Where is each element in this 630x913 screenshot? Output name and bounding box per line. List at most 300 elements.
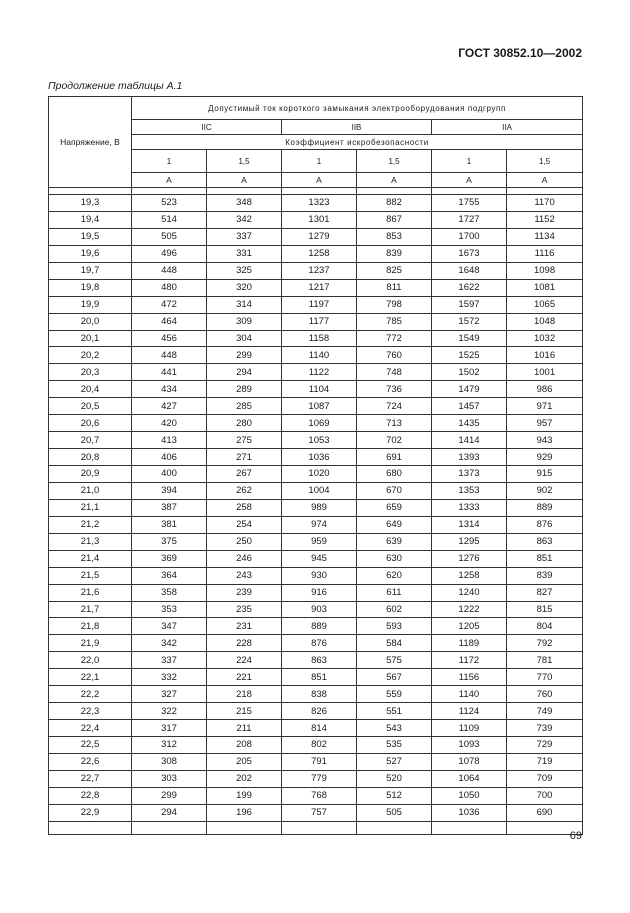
current-cell: 369 [132, 550, 207, 567]
current-cell: 523 [132, 195, 207, 212]
voltage-cell: 22,0 [49, 652, 132, 669]
current-cell: 974 [282, 516, 357, 533]
current-cell: 889 [282, 618, 357, 635]
current-cell: 620 [357, 567, 432, 584]
current-cell: 930 [282, 567, 357, 584]
table-row [49, 313, 583, 330]
current-cell: 729 [507, 737, 583, 754]
table-caption: Продолжение таблицы А.1 [48, 80, 183, 92]
current-cell: 889 [507, 499, 583, 516]
current-cell: 1414 [432, 432, 507, 449]
coefficient-header: Коэффициент искробезопасности [132, 135, 583, 150]
coefficient-cell: 1 [432, 150, 507, 173]
current-cell: 205 [207, 753, 282, 770]
current-cell: 1240 [432, 584, 507, 601]
current-cell: 221 [207, 669, 282, 686]
current-cell: 853 [357, 228, 432, 245]
current-cell: 827 [507, 584, 583, 601]
table-row [49, 618, 583, 635]
current-cell: 1177 [282, 313, 357, 330]
current-cell: 838 [282, 686, 357, 703]
voltage-cell: 20,4 [49, 381, 132, 398]
current-cell: 285 [207, 398, 282, 415]
current-cell: 262 [207, 482, 282, 499]
current-cell: 427 [132, 398, 207, 415]
voltage-cell: 19,8 [49, 279, 132, 296]
current-cell: 322 [132, 703, 207, 720]
current-cell: 348 [207, 195, 282, 212]
current-cell: 902 [507, 482, 583, 499]
current-cell: 659 [357, 499, 432, 516]
coefficient-cell: 1 [282, 150, 357, 173]
current-cell: 387 [132, 499, 207, 516]
current-cell: 1152 [507, 211, 583, 228]
voltage-cell: 20,7 [49, 432, 132, 449]
current-cell: 1036 [432, 804, 507, 821]
coefficient-cell: 1 [132, 150, 207, 173]
current-cell: 235 [207, 601, 282, 618]
current-cell: 394 [132, 482, 207, 499]
current-cell: 218 [207, 686, 282, 703]
table-row [49, 432, 583, 449]
current-cell: 254 [207, 516, 282, 533]
table-row [49, 347, 583, 364]
current-cell: 464 [132, 313, 207, 330]
current-cell: 271 [207, 449, 282, 466]
current-cell: 1457 [432, 398, 507, 415]
current-cell: 1020 [282, 466, 357, 483]
current-cell: 400 [132, 466, 207, 483]
current-cell: 420 [132, 415, 207, 432]
current-cell: 1064 [432, 770, 507, 787]
current-cell: 757 [282, 804, 357, 821]
current-cell: 760 [357, 347, 432, 364]
current-cell: 1069 [282, 415, 357, 432]
current-cell: 258 [207, 499, 282, 516]
table-row [49, 652, 583, 669]
table-row [49, 550, 583, 567]
current-cell: 1572 [432, 313, 507, 330]
current-cell: 748 [357, 364, 432, 381]
voltage-cell: 22,5 [49, 737, 132, 754]
current-cell: 448 [132, 347, 207, 364]
current-cell: 989 [282, 499, 357, 516]
current-cell: 1276 [432, 550, 507, 567]
data-table [48, 96, 583, 835]
current-cell: 1124 [432, 703, 507, 720]
voltage-cell: 21,4 [49, 550, 132, 567]
current-cell: 1032 [507, 330, 583, 347]
voltage-cell: 20,5 [49, 398, 132, 415]
current-cell: 943 [507, 432, 583, 449]
current-cell: 196 [207, 804, 282, 821]
current-cell: 211 [207, 720, 282, 737]
current-cell: 863 [507, 533, 583, 550]
group-header-iib: IIB [282, 120, 432, 135]
table-row [49, 601, 583, 618]
current-cell: 208 [207, 737, 282, 754]
current-cell: 1279 [282, 228, 357, 245]
voltage-cell: 20,0 [49, 313, 132, 330]
current-cell: 250 [207, 533, 282, 550]
current-cell: 882 [357, 195, 432, 212]
current-cell: 505 [132, 228, 207, 245]
current-cell: 1087 [282, 398, 357, 415]
voltage-cell: 20,9 [49, 466, 132, 483]
current-cell: 802 [282, 737, 357, 754]
current-cell: 1170 [507, 195, 583, 212]
current-cell: 1140 [282, 347, 357, 364]
current-cell: 320 [207, 279, 282, 296]
current-cell: 1353 [432, 482, 507, 499]
current-cell: 649 [357, 516, 432, 533]
table-row [49, 516, 583, 533]
current-cell: 863 [282, 652, 357, 669]
current-cell: 312 [132, 737, 207, 754]
voltage-cell: 22,7 [49, 770, 132, 787]
current-cell: 959 [282, 533, 357, 550]
voltage-cell: 20,2 [49, 347, 132, 364]
current-cell: 1140 [432, 686, 507, 703]
table-row [49, 753, 583, 770]
current-cell: 314 [207, 296, 282, 313]
current-cell: 876 [507, 516, 583, 533]
current-cell: 1016 [507, 347, 583, 364]
current-cell: 1301 [282, 211, 357, 228]
table-row [49, 635, 583, 652]
table-row [49, 381, 583, 398]
current-cell: 945 [282, 550, 357, 567]
table-row [49, 584, 583, 601]
voltage-cell: 21,8 [49, 618, 132, 635]
unit-cell: A [432, 173, 507, 188]
voltage-cell: 19,4 [49, 211, 132, 228]
current-cell: 1189 [432, 635, 507, 652]
current-cell: 1104 [282, 381, 357, 398]
voltage-cell: 22,2 [49, 686, 132, 703]
current-cell: 472 [132, 296, 207, 313]
table-row [49, 703, 583, 720]
table-row [49, 330, 583, 347]
current-cell: 876 [282, 635, 357, 652]
current-cell: 1093 [432, 737, 507, 754]
current-cell: 1036 [282, 449, 357, 466]
table-row [49, 228, 583, 245]
current-cell: 851 [507, 550, 583, 567]
current-cell: 986 [507, 381, 583, 398]
current-cell: 527 [357, 753, 432, 770]
current-cell: 1648 [432, 262, 507, 279]
current-cell: 760 [507, 686, 583, 703]
current-cell: 792 [507, 635, 583, 652]
voltage-cell: 19,3 [49, 195, 132, 212]
voltage-cell: 21,2 [49, 516, 132, 533]
voltage-cell: 19,5 [49, 228, 132, 245]
current-cell: 299 [132, 787, 207, 804]
current-cell: 337 [207, 228, 282, 245]
current-cell: 1597 [432, 296, 507, 313]
voltage-cell: 22,6 [49, 753, 132, 770]
voltage-cell: 19,7 [49, 262, 132, 279]
table-row [49, 720, 583, 737]
current-cell: 1172 [432, 652, 507, 669]
table-row [49, 787, 583, 804]
current-cell: 1222 [432, 601, 507, 618]
unit-cell: A [207, 173, 282, 188]
current-cell: 770 [507, 669, 583, 686]
current-cell: 337 [132, 652, 207, 669]
table-row [49, 686, 583, 703]
voltage-cell: 20,3 [49, 364, 132, 381]
current-cell: 294 [207, 364, 282, 381]
current-cell: 331 [207, 245, 282, 262]
current-cell: 814 [282, 720, 357, 737]
current-cell: 903 [282, 601, 357, 618]
voltage-cell: 20,1 [49, 330, 132, 347]
voltage-cell: 22,4 [49, 720, 132, 737]
table-row [49, 364, 583, 381]
current-cell: 228 [207, 635, 282, 652]
voltage-cell: 20,6 [49, 415, 132, 432]
page-number: 69 [569, 830, 582, 842]
current-cell: 1065 [507, 296, 583, 313]
current-cell: 342 [132, 635, 207, 652]
current-cell: 929 [507, 449, 583, 466]
table-row [49, 195, 583, 212]
voltage-cell: 22,1 [49, 669, 132, 686]
current-cell: 364 [132, 567, 207, 584]
current-cell: 700 [507, 787, 583, 804]
current-cell: 434 [132, 381, 207, 398]
current-cell: 309 [207, 313, 282, 330]
current-cell: 867 [357, 211, 432, 228]
current-cell: 1323 [282, 195, 357, 212]
table-row [49, 398, 583, 415]
current-cell: 1622 [432, 279, 507, 296]
current-cell: 826 [282, 703, 357, 720]
current-cell: 199 [207, 787, 282, 804]
unit-cell: A [132, 173, 207, 188]
current-cell: 851 [282, 669, 357, 686]
current-cell: 275 [207, 432, 282, 449]
table-row [49, 737, 583, 754]
current-cell: 535 [357, 737, 432, 754]
voltage-column-header: Напряжение, В [49, 97, 132, 188]
current-cell: 303 [132, 770, 207, 787]
current-cell: 915 [507, 466, 583, 483]
current-cell: 1109 [432, 720, 507, 737]
current-cell: 709 [507, 770, 583, 787]
current-cell: 224 [207, 652, 282, 669]
current-cell: 381 [132, 516, 207, 533]
voltage-cell: 21,7 [49, 601, 132, 618]
current-cell: 567 [357, 669, 432, 686]
current-cell: 1217 [282, 279, 357, 296]
table-row [49, 499, 583, 516]
current-cell: 702 [357, 432, 432, 449]
table-row [49, 466, 583, 483]
table-row [49, 567, 583, 584]
current-cell: 1549 [432, 330, 507, 347]
current-cell: 791 [282, 753, 357, 770]
table-row [49, 262, 583, 279]
current-cell: 1525 [432, 347, 507, 364]
current-cell: 779 [282, 770, 357, 787]
current-cell: 781 [507, 652, 583, 669]
current-cell: 1435 [432, 415, 507, 432]
current-cell: 815 [507, 601, 583, 618]
current-cell: 724 [357, 398, 432, 415]
voltage-cell: 22,3 [49, 703, 132, 720]
current-cell: 839 [507, 567, 583, 584]
table-row [49, 533, 583, 550]
current-cell: 375 [132, 533, 207, 550]
current-cell: 690 [507, 804, 583, 821]
current-cell: 1156 [432, 669, 507, 686]
current-cell: 448 [132, 262, 207, 279]
current-cell: 358 [132, 584, 207, 601]
current-cell: 327 [132, 686, 207, 703]
current-cell: 1393 [432, 449, 507, 466]
current-cell: 1081 [507, 279, 583, 296]
current-cell: 243 [207, 567, 282, 584]
current-cell: 839 [357, 245, 432, 262]
current-cell: 1053 [282, 432, 357, 449]
current-cell: 811 [357, 279, 432, 296]
current-cell: 1727 [432, 211, 507, 228]
current-cell: 317 [132, 720, 207, 737]
current-cell: 505 [357, 804, 432, 821]
current-cell: 749 [507, 703, 583, 720]
current-cell: 785 [357, 313, 432, 330]
current-cell: 347 [132, 618, 207, 635]
current-cell: 1050 [432, 787, 507, 804]
current-cell: 971 [507, 398, 583, 415]
current-cell: 1098 [507, 262, 583, 279]
table-row [49, 279, 583, 296]
current-cell: 280 [207, 415, 282, 432]
current-cell: 441 [132, 364, 207, 381]
current-cell: 670 [357, 482, 432, 499]
current-cell: 957 [507, 415, 583, 432]
current-cell: 691 [357, 449, 432, 466]
current-cell: 630 [357, 550, 432, 567]
current-cell: 768 [282, 787, 357, 804]
current-cell: 1122 [282, 364, 357, 381]
table-row [49, 296, 583, 313]
current-cell: 413 [132, 432, 207, 449]
current-cell: 342 [207, 211, 282, 228]
voltage-cell: 21,3 [49, 533, 132, 550]
current-cell: 353 [132, 601, 207, 618]
current-cell: 739 [507, 720, 583, 737]
current-cell: 584 [357, 635, 432, 652]
current-cell: 1673 [432, 245, 507, 262]
voltage-cell: 19,9 [49, 296, 132, 313]
current-cell: 916 [282, 584, 357, 601]
current-cell: 325 [207, 262, 282, 279]
current-cell: 1502 [432, 364, 507, 381]
current-cell: 1479 [432, 381, 507, 398]
current-cell: 1333 [432, 499, 507, 516]
current-cell: 480 [132, 279, 207, 296]
current-cell: 719 [507, 753, 583, 770]
current-cell: 1048 [507, 313, 583, 330]
current-cell: 1295 [432, 533, 507, 550]
current-cell: 559 [357, 686, 432, 703]
voltage-cell: 20,8 [49, 449, 132, 466]
current-cell: 680 [357, 466, 432, 483]
current-cell: 1314 [432, 516, 507, 533]
document-code: ГОСТ 30852.10—2002 [458, 46, 582, 60]
current-cell: 406 [132, 449, 207, 466]
table-row [49, 415, 583, 432]
coefficient-cell: 1,5 [207, 150, 282, 173]
current-cell: 798 [357, 296, 432, 313]
current-cell: 551 [357, 703, 432, 720]
current-cell: 514 [132, 211, 207, 228]
current-cell: 1004 [282, 482, 357, 499]
main-column-header: Допустимый ток короткого замыкания электрооборудования подгрупп [132, 97, 583, 120]
table-row [49, 245, 583, 262]
current-cell: 246 [207, 550, 282, 567]
table-row [49, 770, 583, 787]
current-cell: 294 [132, 804, 207, 821]
current-cell: 1205 [432, 618, 507, 635]
current-cell: 1700 [432, 228, 507, 245]
current-cell: 825 [357, 262, 432, 279]
current-cell: 1158 [282, 330, 357, 347]
current-cell: 239 [207, 584, 282, 601]
table-row [49, 804, 583, 821]
unit-cell: A [357, 173, 432, 188]
current-cell: 772 [357, 330, 432, 347]
table-row [49, 449, 583, 466]
current-cell: 1001 [507, 364, 583, 381]
current-cell: 575 [357, 652, 432, 669]
current-cell: 543 [357, 720, 432, 737]
table-row [49, 669, 583, 686]
current-cell: 1078 [432, 753, 507, 770]
coefficient-cell: 1,5 [507, 150, 583, 173]
current-cell: 496 [132, 245, 207, 262]
current-cell: 299 [207, 347, 282, 364]
current-cell: 231 [207, 618, 282, 635]
current-cell: 1237 [282, 262, 357, 279]
voltage-cell: 22,9 [49, 804, 132, 821]
current-cell: 520 [357, 770, 432, 787]
current-cell: 289 [207, 381, 282, 398]
current-cell: 611 [357, 584, 432, 601]
current-cell: 602 [357, 601, 432, 618]
current-cell: 593 [357, 618, 432, 635]
voltage-cell: 21,1 [49, 499, 132, 516]
unit-cell: A [282, 173, 357, 188]
current-cell: 713 [357, 415, 432, 432]
group-header-iia: IIA [432, 120, 583, 135]
current-cell: 512 [357, 787, 432, 804]
voltage-cell: 21,5 [49, 567, 132, 584]
current-cell: 202 [207, 770, 282, 787]
current-cell: 1116 [507, 245, 583, 262]
current-cell: 1258 [282, 245, 357, 262]
table-row [49, 211, 583, 228]
current-cell: 332 [132, 669, 207, 686]
current-cell: 308 [132, 753, 207, 770]
voltage-cell: 21,6 [49, 584, 132, 601]
voltage-cell: 22,8 [49, 787, 132, 804]
current-cell: 804 [507, 618, 583, 635]
